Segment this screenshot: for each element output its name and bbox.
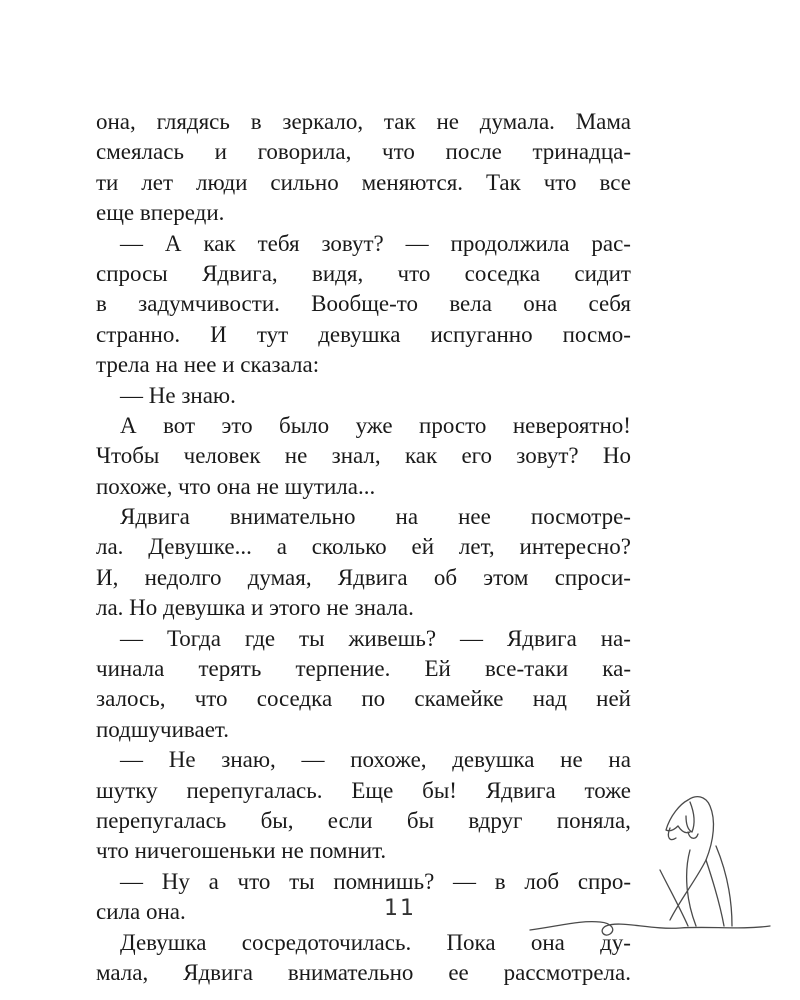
text-line: — Ну а что ты помнишь? — в лоб спро- bbox=[120, 868, 631, 894]
text-line: трела на нее и сказала: bbox=[96, 352, 320, 378]
text-line: ла. Но девушка и этого не знала. bbox=[96, 595, 414, 621]
text-line: Девушка сосредоточилась. Пока она ду- bbox=[120, 929, 631, 955]
page-number: 11 bbox=[384, 896, 416, 921]
text-line: чинала терять терпение. Ей все-таки ка- bbox=[96, 656, 631, 682]
text-line: — Тогда где ты живешь? — Ядвига на- bbox=[120, 625, 631, 651]
text-line: похоже, что она не шутила... bbox=[96, 473, 376, 499]
text-line: — А как тебя зовут? — продолжила рас- bbox=[120, 230, 631, 256]
text-line: перепугалась бы, если бы вдруг поняла, bbox=[96, 807, 631, 833]
text-line: смеялась и говорила, что после тринадца- bbox=[96, 139, 631, 165]
text-line: ла. Девушке... а сколько ей лет, интересно? bbox=[96, 534, 631, 560]
snowdrop-flower-icon bbox=[520, 780, 780, 950]
text-line: А вот это было уже просто невероятно! bbox=[120, 412, 631, 438]
text-line: она, глядясь в зеркало, так не думала. Мама bbox=[96, 109, 631, 134]
text-line: Чтобы человек не знал, как его зовут? Но bbox=[96, 443, 631, 469]
text-line: странно. И тут девушка испуганно посмо- bbox=[96, 321, 631, 347]
text-line: в задумчивости. Вообще-то вела она себя bbox=[96, 291, 631, 317]
text-line: еще впереди. bbox=[96, 200, 225, 226]
text-line: — Не знаю, — похоже, девушка не на bbox=[120, 747, 631, 773]
text-line: спросы Ядвига, видя, что соседка сидит bbox=[96, 260, 631, 286]
text-line: шутку перепугалась. Еще бы! Ядвига тоже bbox=[96, 777, 631, 803]
text-line: сила она. bbox=[96, 899, 186, 925]
text-line: подшучивает. bbox=[96, 716, 229, 742]
text-line: И, недолго думая, Ядвига об этом спроси- bbox=[96, 564, 631, 590]
text-line: залось, что соседка по скамейке над ней bbox=[96, 686, 631, 712]
text-line: Ядвига внимательно на нее посмотре- bbox=[120, 504, 631, 530]
text-line: что ничегошеньки не помнит. bbox=[96, 838, 387, 864]
text-line: — Не знаю. bbox=[120, 382, 236, 408]
text-line: мала, Ядвига внимательно ее рассмотрела. bbox=[96, 959, 631, 985]
text-line: ти лет люди сильно меняются. Так что все bbox=[96, 169, 631, 195]
